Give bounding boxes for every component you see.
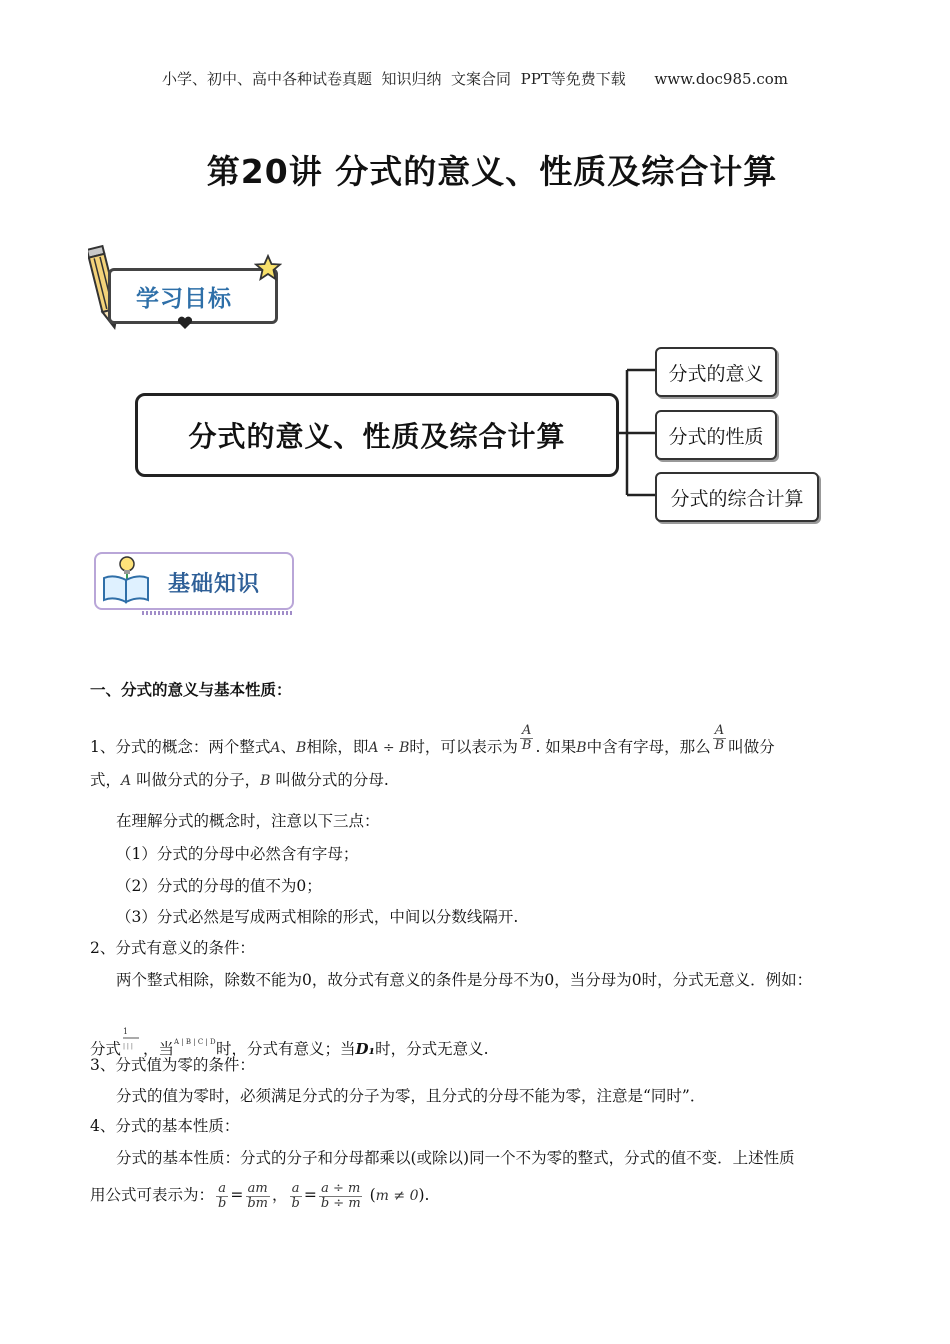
fraction-denominator: B [714,737,725,753]
note-item: （2）分式的分母的值不为0； [116,877,322,895]
concept-line-2 [90,771,389,790]
fraction-numerator: a ÷ m [321,1181,361,1196]
site-header-line: 小学、初中、高中各种试卷真题 知识归纳 文案合同 PPT等免费下载 www.doc985.com [161,70,788,88]
item3-heading: 3、分式值为零的条件： [90,1056,255,1074]
text-span: 时，分式有意义；当 [216,1040,356,1058]
text-span: 时，可以表示为 [409,738,518,757]
star-icon [254,254,282,282]
fraction-numerator: a [218,1181,227,1196]
text-span: ). [418,1186,430,1205]
broken-condition-glyph [174,1034,216,1052]
basic-knowledge-badge [90,552,300,622]
text-span: 式， [90,771,122,789]
mindmap-center-node: 分式的意义、性质及综合计算 [135,393,619,477]
fraction [216,1182,228,1210]
heart-icon [177,316,193,330]
text-span: 中含有字母，那么 [586,738,711,757]
text-span: 用公式可表示为： [90,1186,215,1205]
item2-heading: 2、分式有意义的条件： [90,939,255,957]
fraction-denominator: b [218,1195,227,1211]
math-var: A [270,740,281,757]
svg-text:A | B | C | D: A | B | C | D [174,1038,216,1046]
item4-text: 分式的基本性质：分式的分子和分母都乘以(或除以)同一个不为零的整式，分式的值不变．上述性质 [116,1149,795,1167]
text-span: 、 [280,738,297,757]
math-expr: A ÷ B [368,740,410,757]
fraction [520,724,534,752]
item4-heading: 4、分式的基本性质： [90,1117,240,1135]
fraction-denominator: b ÷ m [320,1195,361,1211]
text-span: . 如果 [535,738,577,757]
text-span: ，当 [143,1040,175,1058]
math-var: B [576,740,587,757]
fraction-numerator: am [247,1181,268,1196]
fraction [290,1182,302,1210]
text-span: 叫做分式的分母. [275,771,389,789]
svg-text:1: 1 [123,1027,129,1036]
math-var: B [296,740,307,757]
math-condition: m ≠ 0 [375,1188,419,1205]
svg-text:| | |: | | | [123,1043,133,1050]
mindmap-node-calculation: 分式的综合计算 [655,472,819,522]
text-span: 1、分式的概念：两个整式 [90,738,271,757]
math-var: A [121,773,132,789]
fraction [319,1182,363,1210]
text-span: ， [272,1186,288,1205]
text-span: 时，分式无意义. [375,1040,489,1058]
text-span: ( [369,1186,376,1205]
fraction-denominator: B [521,737,532,753]
fraction-numerator: A [714,723,725,738]
item2-text: 两个整式相除，除数不能为0，故分式有意义的条件是分母不为0，当分母为0时，分式无意义．例如： [116,971,813,989]
fraction-denominator: b [291,1195,300,1211]
item3-text: 分式的值为零时，必须满足分式的分子为零，且分式的分母不能为零，注意是“同时”． [116,1087,706,1105]
book-lightbulb-icon [94,554,158,608]
learning-goal-badge [88,244,288,334]
fraction [713,724,727,752]
section-heading: 一、分式的意义与基本性质： [90,680,292,699]
text-span: 叫做分 [728,738,775,757]
note-item: （1）分式的分母中必然含有字母； [116,845,359,863]
mindmap-node-properties: 分式的性质 [655,410,777,460]
broken-symbol-glyph: D₁ [355,1040,376,1058]
fraction-numerator: A [521,723,532,738]
learning-goal-label: 学习目标 [136,286,232,312]
text-span: 分式 [90,1040,122,1058]
math-var: B [260,773,271,789]
fraction-denominator: bm [247,1195,268,1211]
equals-sign: = [303,1186,317,1205]
note-item: （3）分式必然是写成两式相除的形式，中间以分数线隔开. [116,908,519,926]
fraction-numerator: a [291,1181,300,1196]
equals-sign: = [230,1186,244,1205]
text-span: 叫做分式的分子， [136,771,261,789]
basic-knowledge-label: 基础知识 [168,572,261,597]
page-title: 第20讲 分式的意义、性质及综合计算 [206,152,778,191]
text-span: 相除，即 [306,738,369,757]
mindmap-node-meaning: 分式的意义 [655,347,777,397]
item2-line2 [90,1026,489,1059]
notes-intro: 在理解分式的概念时，注意以下三点： [116,812,380,830]
fraction [245,1182,270,1210]
concept-line-1 [90,723,775,762]
broken-fraction-glyph [121,1026,143,1056]
badge-underline-dashes [142,610,292,616]
item4-formula-line [90,1182,429,1210]
